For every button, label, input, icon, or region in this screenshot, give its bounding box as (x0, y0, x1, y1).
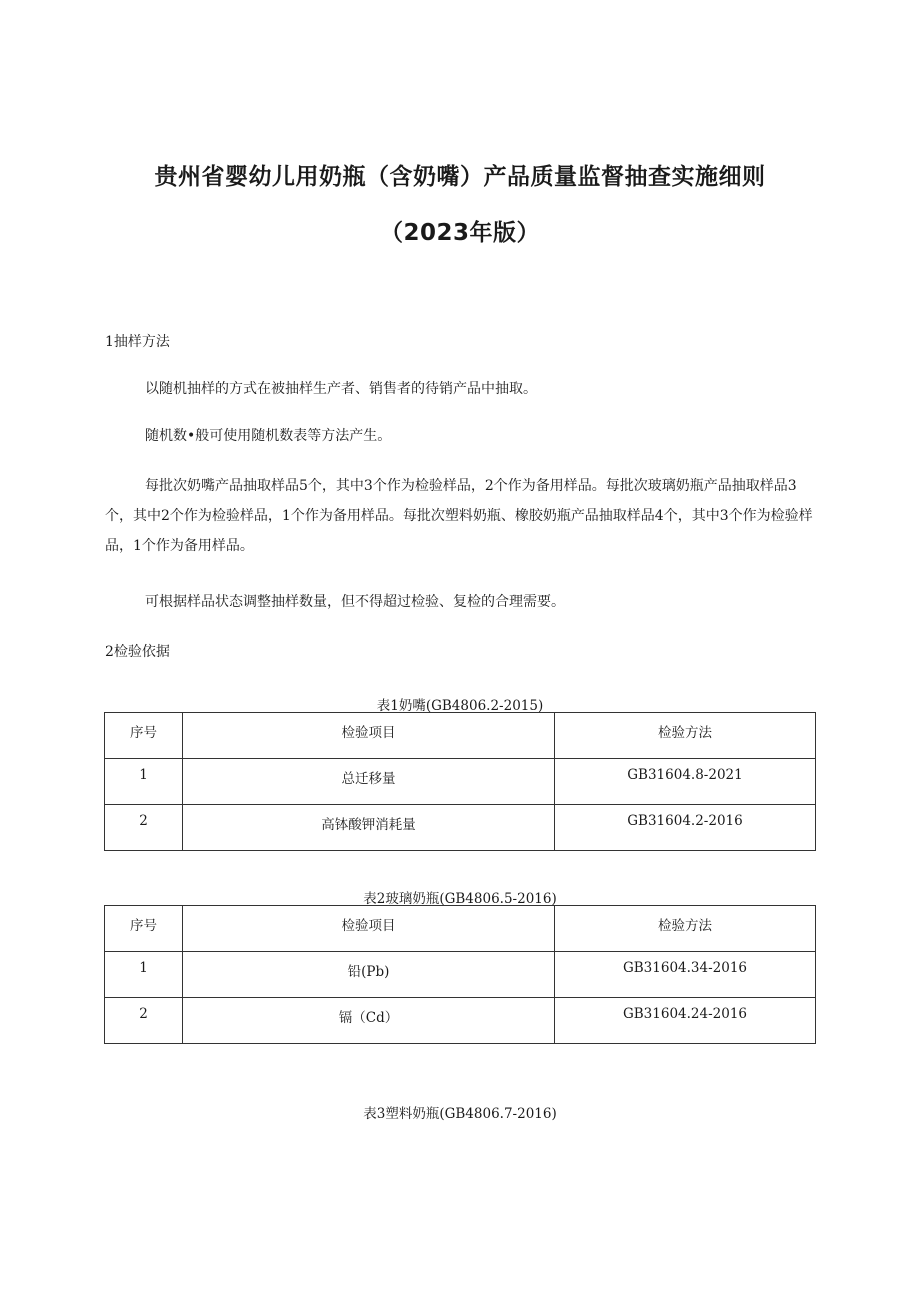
table-1 (104, 712, 816, 851)
table-header-row (105, 906, 816, 952)
cell-index: 2 (105, 998, 183, 1044)
table-2-caption: 表2玻璃奶瓶(GB4806.5-2016) (363, 891, 557, 907)
cell-index: 1 (105, 759, 183, 805)
cell-item: 高钵酸钾消耗量 (183, 805, 555, 851)
cell-method: GB31604.2-2016 (555, 805, 816, 851)
section-2-heading: 2检验依据 (105, 644, 170, 660)
table-row (105, 998, 816, 1044)
table-row (105, 952, 816, 998)
cell-method: GB31604.34-2016 (555, 952, 816, 998)
cell-method: GB31604.8-2021 (555, 759, 816, 805)
table-row (105, 759, 816, 805)
document-subtitle: （2023年版） (379, 220, 540, 246)
cell-index: 1 (105, 952, 183, 998)
header-cell-index: 序号 (105, 713, 183, 759)
header-cell-method: 检验方法 (555, 906, 816, 952)
table-header-row (105, 713, 816, 759)
paragraph-2: 随机数•般可使用随机数表等方法产生。 (145, 428, 392, 444)
header-cell-item: 检验项目 (183, 713, 555, 759)
cell-item: 铅(Pb) (183, 952, 555, 998)
header-cell-item: 检验项目 (183, 906, 555, 952)
paragraph-4: 可根据样品状态调整抽样数量，但不得超过检验、复检的合理需要。 (145, 594, 565, 610)
table-row (105, 805, 816, 851)
header-cell-index: 序号 (105, 906, 183, 952)
table-3-caption: 表3塑料奶瓶(GB4806.7-2016) (363, 1106, 557, 1122)
header-cell-method: 检验方法 (555, 713, 816, 759)
cell-item: 镉（Cd） (183, 998, 555, 1044)
document-title: 贵州省婴幼儿用奶瓶（含奶嘴）产品质量监督抽查实施细则 (154, 164, 766, 190)
cell-method: GB31604.24-2016 (555, 998, 816, 1044)
cell-index: 2 (105, 805, 183, 851)
section-1-heading: 1抽样方法 (105, 334, 170, 350)
paragraph-1: 以随机抽样的方式在被抽样生产者、销售者的待销产品中抽取。 (145, 381, 537, 397)
table-2 (104, 905, 816, 1044)
paragraph-3: 每批次奶嘴产品抽取样品5个，其中3个作为检验样品，2个作为备用样品。每批次玻璃奶瓶产品抽取样品3个，其中2个作为检验样品，1个作为备用样品。每批次塑料奶瓶、橡胶奶瓶产品抽取样品4个，其中3个作为检验样品，1个作为备用样品。 (105, 478, 813, 554)
cell-item: 总迁移量 (183, 759, 555, 805)
table-1-caption: 表1奶嘴(GB4806.2-2015) (376, 698, 544, 714)
